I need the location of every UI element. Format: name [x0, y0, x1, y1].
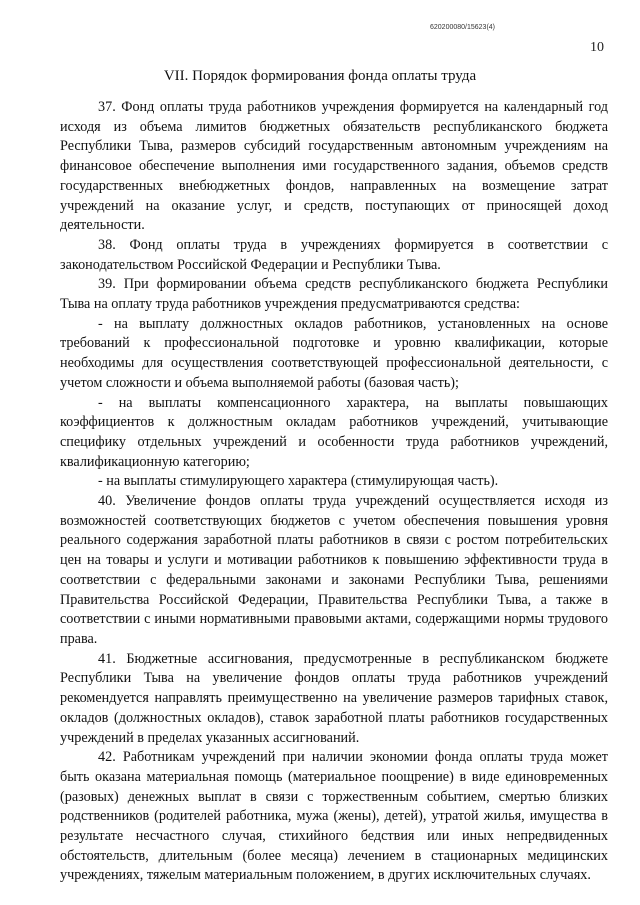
- list-item-incentive: - на выплаты стимулирующего характера (стимулирующая часть).: [98, 473, 499, 490]
- document-body: [60, 98, 608, 886]
- paragraph-42: 42. Работникам учреждений при наличии экономии фонда оплаты труда может быть оказана материальная помощь (материальное поощрение) в виде единовременных (разовых) денежных выплат в связи с торжественным событием, смертью близких родственников (родителей работника, мужа (жены), детей), утратой жилья, имущества в результате несчастного случая, стихийного бедствия или иных непредвиденных обстоятельств, длительным (более месяца) лечением в стационарных медицинских учреждениях, тяжелым материальным положением, в других исключительных случаях.: [60, 749, 608, 884]
- list-item-base-salary: - на выплату должностных окладов работников, установленных на основе требований к профессиональной подготовке и уровню квалификации, которые необходимы для осуществления соответствующей профессиональной деятельности, с учетом сложности и объема выполняемой работы (базовая часть);: [60, 315, 608, 391]
- paragraph-40: 40. Увеличение фондов оплаты труда учреждений осуществляется исходя из возможностей соответствующих бюджетов с учетом обеспечения повышения уровня реального содержания заработной платы работников в связи с ростом потребительских цен на товары и услуги и мотивации работников к повышению эффективности труда в соответствии с федеральными законами и законами Республики Тыва, решениями Правительства Российской Федерации, Правительства Республики Тыва, а также в соответствии с иными нормативными правовыми актами, содержащими нормы трудового права.: [60, 493, 608, 647]
- section-title: VII. Порядок формирования фонда оплаты труда: [163, 68, 477, 84]
- paragraph-37: 37. Фонд оплаты труда работников учреждения формируется на календарный год исходя из объема лимитов бюджетных обязательств республиканского бюджета Республики Тыва, размеров субсидий государственным автономным учреждениям на финансовое обеспечение выполнения ими государственного задания, объемов средств государственных внебюджетных фондов, направленных на возмещение затрат учреждений на оказание услуг, и средств, поступающих от приносящей доход деятельности.: [60, 99, 608, 234]
- page-number: 10: [590, 40, 604, 55]
- paragraph-39: 39. При формировании объема средств республиканского бюджета Республики Тыва на оплату труда работников учреждения предусматриваются средства:: [60, 276, 608, 313]
- paragraph-38: 38. Фонд оплаты труда в учреждениях формируется в соответствии с законодательством Российской Федерации и Республики Тыва.: [60, 236, 608, 273]
- paragraph-41: 41. Бюджетные ассигнования, предусмотренные в республиканском бюджете Республики Тыва на увеличение фондов оплаты труда работников учреждений рекомендуется направлять преимущественно на увеличение размеров тарифных ставок, окладов (должностных окладов), ставок заработной платы работников государственных учреждений в пределах указанных ассигнований.: [60, 650, 608, 746]
- document-code: 620200080/15623(4): [430, 24, 496, 31]
- list-item-compensation: - на выплаты компенсационного характера, на выплаты повышающих коэффициентов к должностным окладам работников учреждений, учитывающие специфику отдельных учреждений и особенности труда работников учреждений, квалификационную категорию;: [60, 394, 608, 470]
